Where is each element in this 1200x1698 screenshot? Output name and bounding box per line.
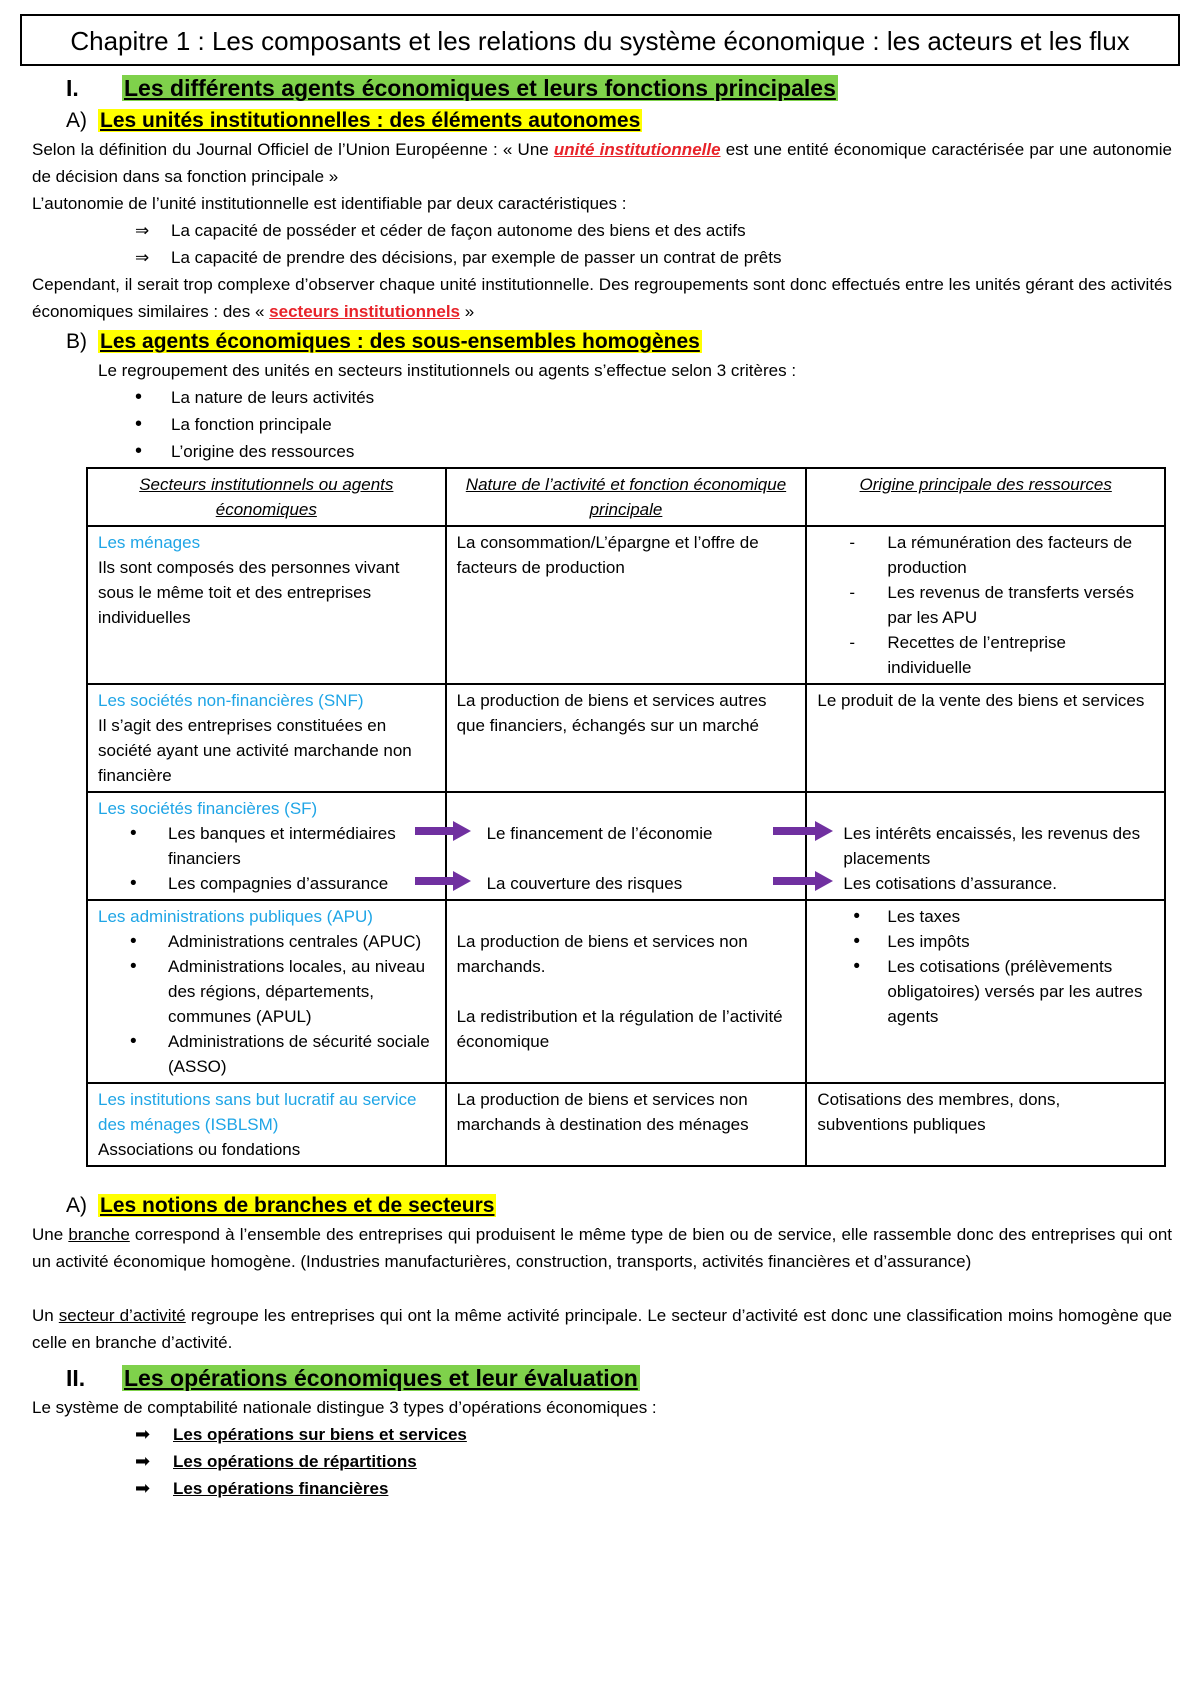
secteur-text-post: regroupe les entreprises qui ont la même activité principale. Le secteur d’activité est donc une classification moins homogène que celle en branche d’activité. bbox=[32, 1306, 1172, 1352]
sector-name: Les sociétés financières (SF) bbox=[98, 799, 318, 818]
sub-a-title: Les unités institutionnelles : des éléments autonomes bbox=[100, 109, 641, 132]
sub-b-title: Les agents économiques : des sous-ensembles homogènes bbox=[100, 330, 700, 353]
list-item: • Les banques et intermédiaires financiers bbox=[98, 821, 435, 871]
secteur-text-pre: Un bbox=[32, 1306, 59, 1325]
list-item bbox=[32, 217, 1172, 244]
table-cell bbox=[87, 792, 446, 900]
operations-intro: Le système de comptabilité nationale distingue 3 types d’opérations économiques : bbox=[32, 1398, 657, 1417]
list-item bbox=[32, 438, 1172, 465]
arrow-icon: ⇒ bbox=[135, 221, 150, 240]
list-item bbox=[32, 1448, 1172, 1475]
table-cell: La production de biens et services autres que financiers, échangés sur un marché bbox=[446, 684, 807, 792]
sub-b-number: B) bbox=[66, 330, 87, 353]
list-item-text: La capacité de prendre des décisions, par exemple de passer un contrat de prêts bbox=[171, 248, 782, 267]
table-header: Origine principale des ressources bbox=[806, 468, 1165, 526]
apu-activity: La redistribution et la régulation de l’activité économique bbox=[456, 1007, 783, 1051]
arrow-icon: ⇒ bbox=[135, 248, 150, 267]
table-cell: Le produit de la vente des biens et services bbox=[806, 684, 1165, 792]
characteristics-list bbox=[32, 217, 1172, 271]
list-item: • Les impôts bbox=[817, 929, 1154, 954]
table-cell bbox=[446, 792, 807, 900]
operations-list bbox=[32, 1421, 1172, 1502]
arrow-icon bbox=[773, 871, 833, 891]
branche-paragraph bbox=[32, 1221, 1172, 1275]
arrow-icon: ➡ bbox=[135, 1424, 151, 1444]
grouping-text-pre: Cependant, il serait trop complexe d’observer chaque unité institutionnelle. Des regroupements sont donc effectués entre les unités gérant des activités économiques similaires : des « bbox=[32, 275, 1172, 321]
section-2-heading bbox=[32, 1362, 1172, 1394]
sub-a-heading bbox=[32, 106, 1172, 136]
apu-resources-list bbox=[817, 904, 1154, 1029]
definition-text-post: est une entité économique caractérisée par une autonomie de décision dans sa fonction principale » bbox=[32, 140, 1172, 186]
list-item-text: L’origine des ressources bbox=[171, 442, 355, 461]
secteur-paragraph bbox=[32, 1302, 1172, 1356]
table-header: Secteurs institutionnels ou agents économiques bbox=[87, 468, 446, 526]
sf-activity: La couverture des risques bbox=[486, 874, 683, 893]
list-item-text: Les opérations de répartitions bbox=[173, 1452, 417, 1471]
section-1-number: I. bbox=[66, 75, 79, 101]
list-item-text: La capacité de posséder et céder de façon autonome des biens et des actifs bbox=[171, 221, 746, 240]
section-1-title: Les différents agents économiques et leurs fonctions principales bbox=[124, 75, 836, 101]
sub-a-number: A) bbox=[66, 109, 87, 132]
list-item: • Les cotisations (prélèvements obligatoires) versés par les autres agents bbox=[817, 954, 1154, 1029]
agents-table bbox=[86, 467, 1166, 1167]
sf-resource: Les intérêts encaissés, les revenus des placements bbox=[843, 824, 1141, 868]
table-cell: La production de biens et services non marchands à destination des ménages bbox=[446, 1083, 807, 1166]
table-row bbox=[87, 900, 1165, 1083]
list-item: • Les compagnies d’assurance bbox=[98, 871, 435, 896]
table-cell: Cotisations des membres, dons, subventions publiques bbox=[806, 1083, 1165, 1166]
sector-description: Il s’agit des entreprises constituées en société ayant une activité marchande non financière bbox=[98, 716, 412, 785]
table-cell bbox=[446, 900, 807, 1083]
table-row bbox=[87, 684, 1165, 792]
sub-a2-title: Les notions de branches et de secteurs bbox=[100, 1194, 495, 1217]
resources-list bbox=[817, 530, 1154, 680]
definition-text-pre: Selon la définition du Journal Officiel de l’Union Européenne : « Une bbox=[32, 140, 554, 159]
table-cell bbox=[87, 900, 446, 1083]
list-item: - Recettes de l’entreprise individuelle bbox=[817, 630, 1154, 680]
list-item: • Administrations centrales (APUC) bbox=[98, 929, 435, 954]
table-cell: La consommation/L’épargne et l’offre de facteurs de production bbox=[446, 526, 807, 684]
grouping-paragraph bbox=[32, 271, 1172, 325]
sf-activity: Le financement de l’économie bbox=[486, 824, 713, 843]
criteria-list bbox=[32, 384, 1172, 465]
sub-b-heading bbox=[32, 327, 1172, 357]
arrow-icon bbox=[773, 821, 833, 841]
list-item: - La rémunération des facteurs de production bbox=[817, 530, 1154, 580]
list-item bbox=[32, 1421, 1172, 1448]
sector-name: Les institutions sans but lucratif au service des ménages (ISBLSM) bbox=[98, 1090, 417, 1134]
sector-description: Associations ou fondations bbox=[98, 1140, 301, 1159]
grouping-text-post: » bbox=[460, 302, 475, 321]
secteur-term: secteur d’activité bbox=[58, 1306, 186, 1325]
list-item bbox=[32, 384, 1172, 411]
apu-items-list bbox=[98, 929, 435, 1079]
sf-resource: Les cotisations d’assurance. bbox=[843, 874, 1057, 893]
list-item: - Les revenus de transferts versés par les APU bbox=[817, 580, 1154, 630]
branche-text-pre: Une bbox=[32, 1225, 69, 1244]
list-item-text: Les opérations financières bbox=[173, 1479, 389, 1498]
list-item: • Les taxes bbox=[817, 904, 1154, 929]
sub-a2-number: A) bbox=[66, 1194, 87, 1217]
sub-a2-heading bbox=[32, 1191, 1172, 1221]
sf-items-list bbox=[98, 821, 435, 896]
table-row bbox=[87, 792, 1165, 900]
list-item-text: La nature de leurs activités bbox=[171, 388, 375, 407]
branche-text-post: correspond à l’ensemble des entreprises qui produisent le même type de bien ou de service, elle rassemble donc des entreprises qui ont un activité économique homogène. (Industries manufacturières, construction, transports, activités financières et d’assurance) bbox=[32, 1225, 1172, 1271]
document-page bbox=[32, 14, 1172, 1502]
list-item-text: La fonction principale bbox=[171, 415, 332, 434]
table-cell bbox=[87, 526, 446, 684]
sector-name: Les ménages bbox=[98, 533, 201, 552]
arrow-icon: ➡ bbox=[135, 1478, 151, 1498]
table-cell bbox=[806, 900, 1165, 1083]
table-cell bbox=[87, 1083, 446, 1166]
branche-term: branche bbox=[68, 1225, 130, 1244]
autonomy-paragraph: L’autonomie de l’unité institutionnelle est identifiable par deux caractéristiques : bbox=[32, 194, 627, 213]
table-header: Nature de l’activité et fonction économique principale bbox=[446, 468, 807, 526]
definition-paragraph bbox=[32, 136, 1172, 190]
chapter-title: Chapitre 1 : Les composants et les relations du système économique : les acteurs et les flux bbox=[20, 14, 1180, 66]
sector-name: Les sociétés non-financières (SNF) bbox=[98, 691, 364, 710]
table-cell bbox=[87, 684, 446, 792]
list-item bbox=[32, 244, 1172, 271]
list-item bbox=[32, 1475, 1172, 1502]
list-item: • Administrations locales, au niveau des régions, départements, communes (APUL) bbox=[98, 954, 435, 1029]
table-header-row bbox=[87, 468, 1165, 526]
apu-activity: La production de biens et services non marchands. bbox=[456, 932, 748, 976]
secteurs-institutionnels-term: secteurs institutionnels bbox=[269, 302, 460, 321]
unite-institutionnelle-term: unité institutionnelle bbox=[553, 140, 721, 159]
section-1-heading bbox=[32, 72, 1172, 104]
list-item-text: Les opérations sur biens et services bbox=[173, 1425, 467, 1444]
list-item bbox=[32, 411, 1172, 438]
section-2-title: Les opérations économiques et leur évaluation bbox=[124, 1365, 638, 1391]
table-cell bbox=[806, 792, 1165, 900]
criteria-intro: Le regroupement des unités en secteurs institutionnels ou agents s’effectue selon 3 critères : bbox=[98, 361, 797, 380]
table-row bbox=[87, 1083, 1165, 1166]
list-item: • Administrations de sécurité sociale (ASSO) bbox=[98, 1029, 435, 1079]
sector-name: Les administrations publiques (APU) bbox=[98, 907, 373, 926]
arrow-icon: ➡ bbox=[135, 1451, 151, 1471]
sector-description: Ils sont composés des personnes vivant sous le même toit et des entreprises individuelles bbox=[98, 558, 400, 627]
table-cell bbox=[806, 526, 1165, 684]
section-2-number: II. bbox=[66, 1365, 86, 1391]
table-row bbox=[87, 526, 1165, 684]
